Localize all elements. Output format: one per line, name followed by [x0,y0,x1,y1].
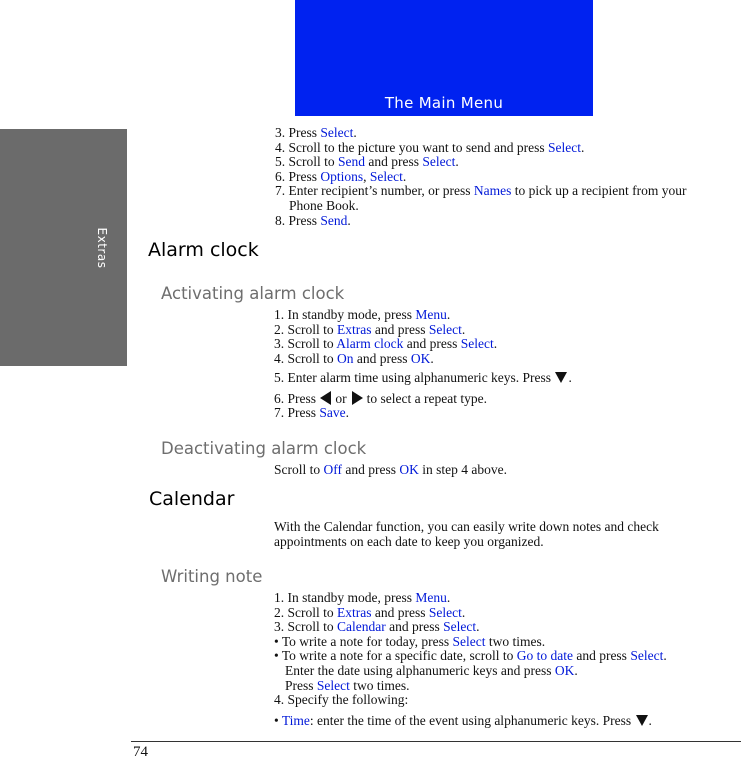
key-term: Menu [415,307,447,322]
key-term: Menu [415,590,447,605]
alarm-step-7: 7. Press Save. [274,405,350,420]
key-term: OK [399,462,419,477]
time-item: • Time: enter the time of the event using alphanumeric keys. Press . [274,713,652,728]
key-term: Extras [337,604,372,620]
key-term: On [337,350,354,366]
alarm-step-5: 5. Enter alarm time using alphanumeric keys. Press . [274,370,572,385]
step-line: Phone Book. [289,197,359,213]
banner-title: The Main Menu [384,94,504,112]
activating-alarm-heading: Activating alarm clock [161,284,345,303]
key-term: Select [547,139,581,155]
step-line: 3. Scroll to Alarm clock and press Select. [274,336,498,352]
step-line: 2. Scroll to Extras and press Select. [274,321,466,337]
step-line: 3. Press Select. [275,125,357,140]
alarm-clock-heading: Alarm clock [148,239,259,261]
key-term: Names [473,183,512,199]
right-arrow-icon [352,391,363,405]
page-number: 74 [133,744,148,760]
key-term: Time [281,713,310,728]
step-line: 4. Scroll to On and press OK. [274,350,434,366]
key-term: Select [369,168,403,184]
step-line: 3. Scroll to Calendar and press Select. [274,619,480,635]
step-line: Enter the date using alphanumeric keys and press OK. [285,662,578,678]
left-arrow-icon [320,391,331,405]
down-arrow-icon [555,372,567,383]
key-term: Options [320,168,364,184]
down-arrow-icon [636,715,648,726]
key-term: Select [452,633,486,649]
key-term: Alarm clock [336,336,404,352]
key-term: OK [410,350,431,366]
step-line: • To write a note for a specific date, scroll to Go to date and press Select. [274,648,667,664]
writing-note-steps [274,591,667,708]
step-line: • To write a note for today, press Select two times. [274,633,546,649]
step-line: 2. Scroll to Extras and press Select. [274,604,466,620]
sidebar-section-label: Extras [95,227,109,269]
step-line: 4. Specify the following: [274,692,409,708]
key-term: Select [428,604,462,620]
key-term: Send [338,154,365,170]
deactivating-alarm-text: Scroll to Off and press OK in step 4 above. [274,462,507,477]
calendar-heading: Calendar [149,488,235,510]
key-term: Calendar [337,619,386,635]
key-term: OK [554,662,575,678]
key-term: Select [630,648,664,664]
step-line: Press Select two times. [285,677,410,693]
key-term: Select [316,677,350,693]
step-line: 7. Enter recipient’s number, or press Names to pick up a recipient from your [275,183,687,199]
key-term: Save [319,405,346,420]
writing-note-heading: Writing note [161,567,263,586]
step-line: 8. Press Send. [275,212,351,228]
key-term: Off [323,462,342,477]
step-line: 1. In standby mode, press Menu. [274,590,451,605]
main-menu-banner [295,0,593,116]
key-term: Go to date [516,648,573,664]
deactivating-alarm-heading: Deactivating alarm clock [161,439,367,458]
activating-alarm-steps [274,308,497,366]
key-term: Select [443,619,477,635]
key-term: Send [320,212,348,228]
calendar-intro: With the Calendar function, you can easily write down notes and check appointments on each date to keep you organized. [274,519,659,549]
key-term: Extras [337,321,372,337]
send-picture-steps [275,126,686,228]
step-line: 4. Scroll to the picture you want to send and press Select. [275,139,585,155]
key-term: Select [320,125,354,140]
alarm-step-6: 6. Press or to select a repeat type. [274,391,487,406]
key-term: Select [422,154,456,170]
key-term: Select [460,336,494,352]
step-line: 1. In standby mode, press Menu. [274,307,451,322]
step-line: 5. Scroll to Send and press Select. [275,154,459,170]
key-term: Select [428,321,462,337]
step-line: 6. Press Options, Select. [275,168,407,184]
footer-divider [131,741,741,742]
